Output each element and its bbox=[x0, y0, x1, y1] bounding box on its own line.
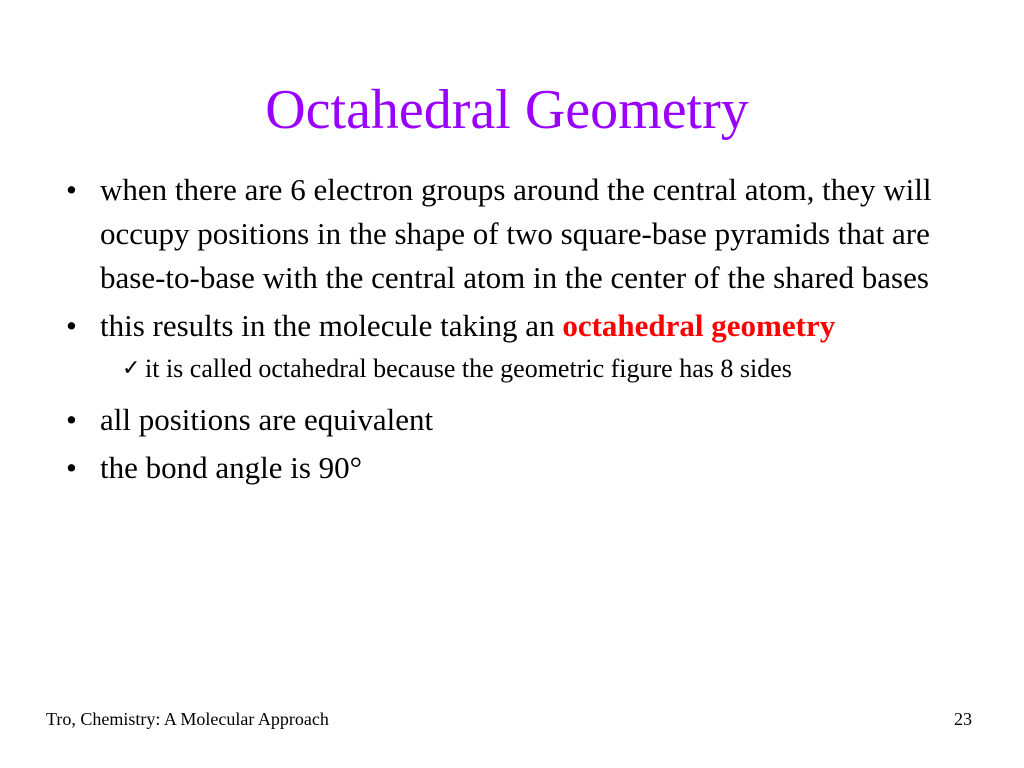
bullet-text: this results in the molecule taking an bbox=[100, 308, 563, 343]
bullet-icon: • bbox=[66, 172, 77, 207]
bullet-text: the bond angle is 90° bbox=[100, 450, 363, 485]
sub-bullet-text: it is called octahedral because the geometric figure has 8 sides bbox=[145, 354, 792, 383]
page-number: 23 bbox=[954, 709, 972, 729]
checkmark-icon: ✓ bbox=[122, 356, 141, 381]
bullet-item bbox=[60, 168, 960, 300]
bullet-item bbox=[60, 398, 960, 442]
bullet-icon: • bbox=[66, 308, 77, 343]
bullet-icon: • bbox=[66, 402, 77, 437]
bullet-text: when there are 6 electron groups around the central atom, they will occupy positions in the shape of two square-base pyramids that are base-to-base with the central atom in the center of the shared bases bbox=[100, 172, 932, 295]
slide-content bbox=[60, 168, 960, 494]
slide-title: Octahedral Geometry bbox=[265, 79, 749, 141]
bullet-item bbox=[60, 446, 960, 490]
sub-bullet-item bbox=[60, 352, 960, 386]
bullet-item bbox=[60, 304, 960, 348]
bullet-text: all positions are equivalent bbox=[100, 402, 434, 437]
bullet-icon: • bbox=[66, 450, 77, 485]
highlight-term: octahedral geometry bbox=[562, 308, 836, 343]
footer-citation: Tro, Chemistry: A Molecular Approach bbox=[46, 709, 329, 729]
